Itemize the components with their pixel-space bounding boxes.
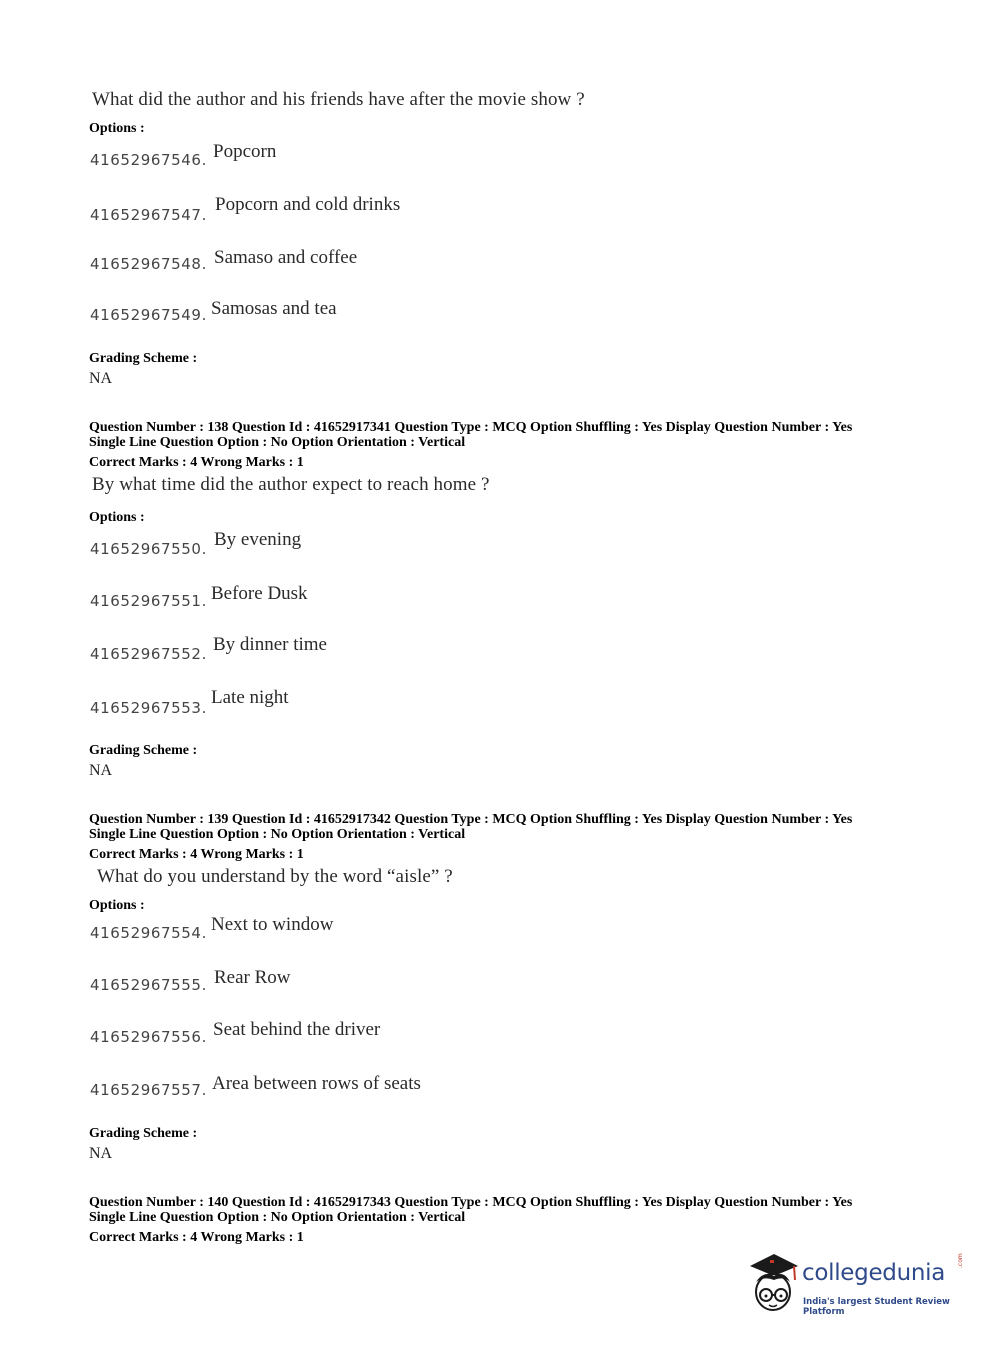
logo-tagline: India's largest Student Review Platform bbox=[803, 1297, 950, 1317]
option-id: 41652967551. bbox=[90, 592, 207, 610]
option-id: 41652967556. bbox=[90, 1028, 207, 1046]
option-text: Area between rows of seats bbox=[212, 1073, 421, 1094]
option-id: 41652967557. bbox=[90, 1081, 207, 1099]
grading-scheme-label: Grading Scheme : bbox=[89, 351, 198, 366]
option-text: Samaso and coffee bbox=[214, 247, 358, 268]
question-marks: Correct Marks : 4 Wrong Marks : 1 bbox=[89, 847, 304, 862]
option-text: Late night bbox=[211, 687, 289, 708]
option-text: By evening bbox=[214, 529, 302, 550]
options-label: Options : bbox=[89, 898, 145, 913]
question-meta-line2: Single Line Question Option : No Option Orientation : Vertical bbox=[89, 827, 466, 842]
option-text: Before Dusk bbox=[211, 583, 308, 604]
logo-suffix: .com bbox=[957, 1253, 964, 1268]
options-label: Options : bbox=[89, 510, 145, 525]
option-id: 41652967554. bbox=[90, 924, 207, 942]
option-id: 41652967549. bbox=[90, 306, 207, 324]
question-text: What did the author and his friends have after the movie show ? bbox=[92, 89, 585, 110]
grading-scheme-value: NA bbox=[89, 1145, 113, 1162]
question-marks: Correct Marks : 4 Wrong Marks : 1 bbox=[89, 455, 304, 470]
option-text: Seat behind the driver bbox=[213, 1019, 381, 1040]
grading-scheme-value: NA bbox=[89, 762, 113, 779]
question-meta-line1: Question Number : 138 Question Id : 41652917341 Question Type : MCQ Option Shuffling : Yes Display Question Number : Yes bbox=[89, 420, 853, 435]
option-id: 41652967553. bbox=[90, 699, 207, 717]
logo-wordmark: collegedunia bbox=[802, 1260, 946, 1286]
question-marks: Correct Marks : 4 Wrong Marks : 1 bbox=[89, 1230, 304, 1245]
grading-scheme-label: Grading Scheme : bbox=[89, 1126, 198, 1141]
grading-scheme-value: NA bbox=[89, 370, 113, 387]
option-text: By dinner time bbox=[213, 634, 327, 655]
option-id: 41652967547. bbox=[90, 206, 207, 224]
option-text: Rear Row bbox=[214, 967, 291, 988]
option-id: 41652967546. bbox=[90, 151, 207, 169]
grading-scheme-label: Grading Scheme : bbox=[89, 743, 198, 758]
option-id: 41652967555. bbox=[90, 976, 207, 994]
graduate-mascot-icon bbox=[744, 1252, 802, 1314]
option-text: Popcorn bbox=[213, 141, 277, 162]
question-meta-line2: Single Line Question Option : No Option Orientation : Vertical bbox=[89, 1210, 466, 1225]
options-label: Options : bbox=[89, 121, 145, 136]
option-id: 41652967550. bbox=[90, 540, 207, 558]
question-meta-line2: Single Line Question Option : No Option Orientation : Vertical bbox=[89, 435, 466, 450]
option-id: 41652967552. bbox=[90, 645, 207, 663]
question-text: By what time did the author expect to reach home ? bbox=[92, 474, 490, 495]
question-text: What do you understand by the word “aisle” ? bbox=[97, 866, 453, 887]
collegedunia-logo[interactable] bbox=[744, 1250, 974, 1320]
option-id: 41652967548. bbox=[90, 255, 207, 273]
option-text: Samosas and tea bbox=[211, 298, 337, 319]
question-meta-line1: Question Number : 140 Question Id : 41652917343 Question Type : MCQ Option Shuffling : Yes Display Question Number : Yes bbox=[89, 1195, 853, 1210]
option-text: Popcorn and cold drinks bbox=[215, 194, 401, 215]
option-text: Next to window bbox=[211, 914, 334, 935]
question-meta-line1: Question Number : 139 Question Id : 41652917342 Question Type : MCQ Option Shuffling : Yes Display Question Number : Yes bbox=[89, 812, 853, 827]
